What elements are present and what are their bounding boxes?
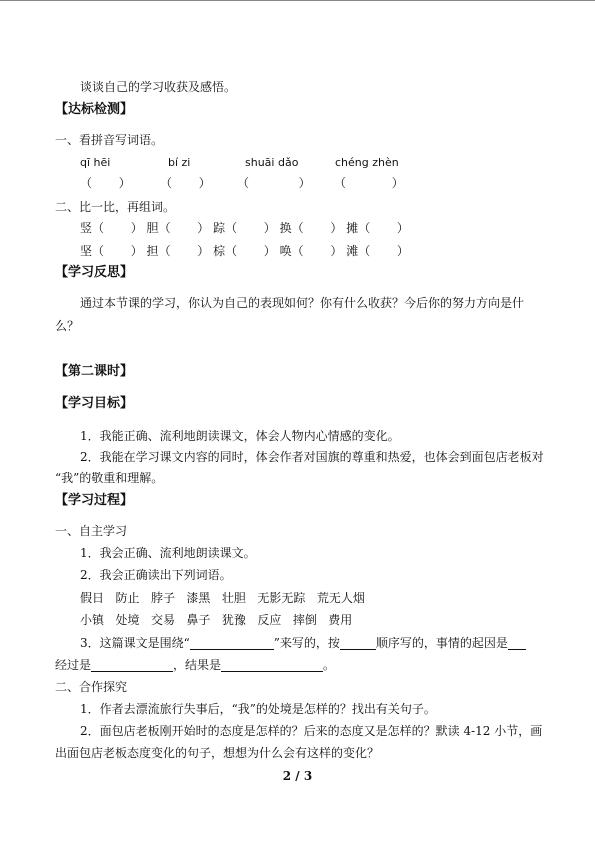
heading-goals: 【学习目标】 <box>55 396 134 411</box>
fill-blank[interactable] <box>340 637 376 650</box>
compare-row-1: 竖（ ） 胆（ ） 踪（ ） 换（ ） 摊（ ） <box>80 221 409 235</box>
word: 费用 <box>328 613 353 627</box>
answer-paren-4: （ ） <box>334 176 404 190</box>
talk-line: 谈谈自己的学习收获及感悟。 <box>80 80 237 94</box>
step-3-line-2: 经过是 ，结果是 。 <box>55 658 336 672</box>
word: 小镇 <box>80 613 105 627</box>
compare-char: 竖 <box>80 221 93 235</box>
word: 漆黑 <box>186 591 211 605</box>
step-2: 2．我会正确读出下列词语。 <box>80 568 232 582</box>
step-3-line-1: 3．这篇课文是围绕“ ”来写的，按 顺序写的，事情的起因是 <box>80 636 526 650</box>
goal-2-line-2: “我”的敬重和理解。 <box>55 471 164 485</box>
word: 防止 <box>115 591 140 605</box>
pinyin-4: chéng zhèn <box>335 156 399 169</box>
word: 反应 <box>257 613 282 627</box>
page-number: 2 / 3 <box>282 769 313 783</box>
word: 无影无踪 <box>257 591 306 605</box>
compare-char: 唤 <box>279 244 292 258</box>
word: 脖子 <box>150 591 175 605</box>
step-1: 1．我会正确、流利地朗读课文。 <box>80 546 256 560</box>
compare-char: 踪 <box>213 221 226 235</box>
compare-char: 滩 <box>346 244 359 258</box>
word-row-2 <box>80 613 352 627</box>
answer-paren-3: （ ） <box>237 176 311 190</box>
heading-lesson-2: 【第二课时】 <box>55 364 134 379</box>
goal-2-line-1: 2．我能在学习课文内容的同时，体会作者对国旗的尊重和热爱，也体会到面包店老板对 <box>80 450 544 464</box>
fill-blank[interactable] <box>508 637 526 650</box>
compare-char: 担 <box>146 244 159 258</box>
fill-blank[interactable] <box>190 637 274 650</box>
goal-1: 1．我能正确、流利地朗读课文，体会人物内心情感的变化。 <box>80 429 400 443</box>
reflect-line-2: 么？ <box>55 319 80 333</box>
compare-row-2: 坚（ ） 担（ ） 棕（ ） 唤（ ） 滩（ ） <box>80 244 409 258</box>
word: 交易 <box>150 613 175 627</box>
q2-title: 二、比一比，再组词。 <box>55 200 176 214</box>
compare-char: 坚 <box>80 244 93 258</box>
word: 鼻子 <box>186 613 211 627</box>
section-2-title: 二、合作探究 <box>55 680 128 694</box>
pinyin-1: qī hēi <box>80 156 111 169</box>
heading-reflect: 【学习反思】 <box>55 265 134 280</box>
answer-paren-1: （ ） <box>80 176 131 190</box>
word: 犹豫 <box>221 613 246 627</box>
pinyin-3: shuāi dǎo <box>245 156 299 169</box>
heading-process: 【学习过程】 <box>55 493 134 508</box>
reflect-line-1: 通过本节课的学习，你认为自己的表现如何？你有什么收获？今后你的努力方向是什 <box>80 296 525 310</box>
inquiry-1: 1．作者去漂流旅行失事后，“我”的处境是怎样的？找出有关句子。 <box>80 702 436 716</box>
heading-check: 【达标检测】 <box>55 102 134 117</box>
fill-blank[interactable] <box>221 659 323 672</box>
top-rule <box>0 0 595 1</box>
fill-blank[interactable] <box>91 659 173 672</box>
word: 荒无人烟 <box>316 591 365 605</box>
answer-paren-2: （ ） <box>160 176 211 190</box>
word: 摔倒 <box>292 613 317 627</box>
word-row-1 <box>80 591 365 605</box>
q1-title: 一、看拼音写词语。 <box>55 133 164 147</box>
word: 假日 <box>80 591 105 605</box>
inquiry-2-line-2: 出面包店老板态度变化的句子，想想为什么会有这样的变化？ <box>55 746 380 760</box>
compare-char: 摊 <box>346 221 359 235</box>
section-1-title: 一、自主学习 <box>55 524 128 538</box>
word: 壮胆 <box>221 591 246 605</box>
compare-char: 胆 <box>146 221 159 235</box>
compare-char: 换 <box>279 221 292 235</box>
pinyin-2: bí zi <box>168 156 191 169</box>
compare-char: 棕 <box>213 244 226 258</box>
inquiry-2-line-1: 2．面包店老板刚开始时的态度是怎样的？后来的态度又是怎样的？默读 4-12 小节，画 <box>80 724 543 738</box>
word: 处境 <box>115 613 140 627</box>
